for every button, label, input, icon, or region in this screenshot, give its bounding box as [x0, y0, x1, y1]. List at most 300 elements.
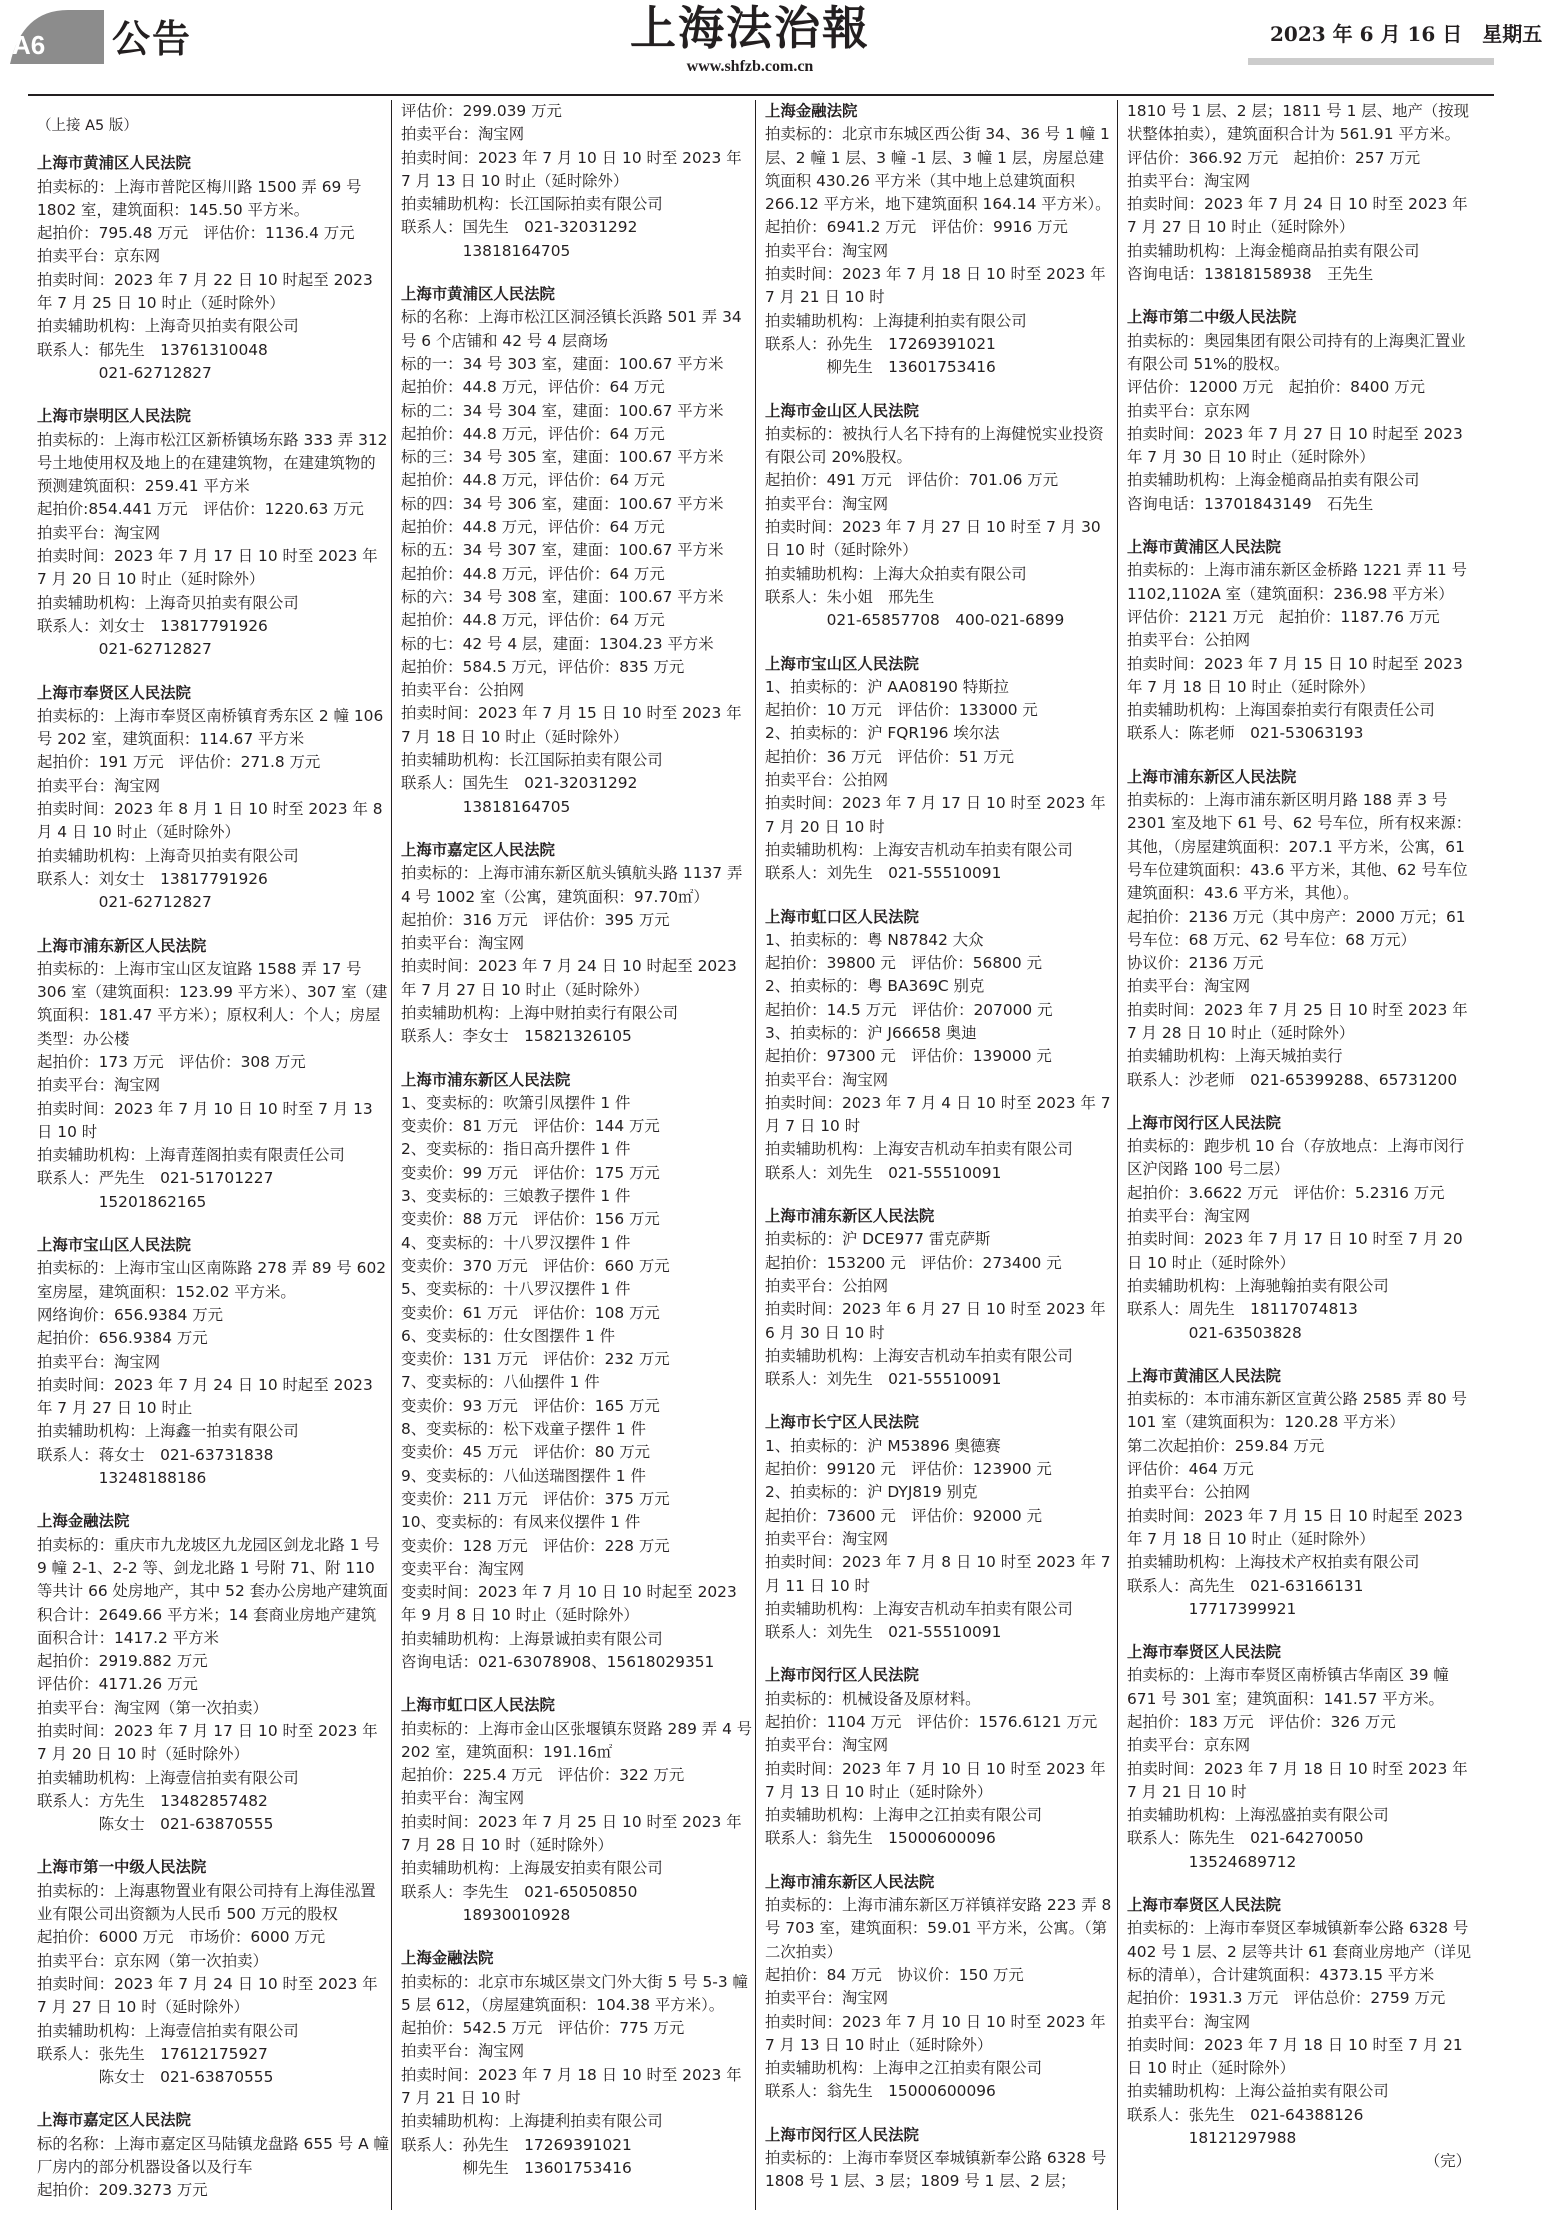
notice-line: 拍卖辅助机构：上海泓盛拍卖有限公司: [1127, 1806, 1389, 1825]
auction-notice: [765, 2124, 1117, 2194]
notice-line: 拍卖时间：2023 年 7 月 10 日 10 时至 2023 年 7 月 13 日 10 时止（延时除外）: [401, 148, 742, 190]
court-name: 上海市黄浦区人民法院: [401, 285, 555, 304]
notice-line: 拍卖标的：上海市宝山区友谊路 1588 弄 17 号 306 室（建筑面积：123.99 平方米）、307 室（建筑面积：181.47 平方米）；原权利人：个人；房屋类型：办公楼: [37, 959, 388, 1048]
notice-line: 起拍价：39800 元 评估价：56800 元: [765, 954, 1043, 973]
notice-line: 联系人：周先生 18117074813: [1127, 1300, 1358, 1319]
notice-line: 标的一：34 号 303 室，建面：100.67 平方米: [401, 354, 724, 373]
court-name: 上海市第二中级人民法院: [1127, 308, 1297, 327]
notice-line: 拍卖时间：2023 年 7 月 27 日 10 时至 7 月 30 日 10 时（延时除外）: [765, 518, 1101, 560]
court-name: 上海市虹口区人民法院: [765, 907, 919, 926]
notice-line: 021-63503828: [1127, 1323, 1302, 1342]
notice-line: 1、拍卖标的：沪 AA08190 特斯拉: [765, 677, 1009, 696]
notice-line: 起拍价:854.441 万元 评估价：1220.63 万元: [37, 500, 364, 519]
auction-notice: [401, 1694, 753, 1927]
notice-line: 起拍价：6941.2 万元 评估价：9916 万元: [765, 218, 1068, 237]
court-name: 上海市浦东新区人民法院: [765, 1207, 935, 1226]
auction-notice: [401, 100, 753, 263]
notice-line: 联系人：张先生 17612175927: [37, 2044, 268, 2063]
notice-line: 拍卖辅助机构：上海安吉机动车拍卖有限公司: [765, 1599, 1073, 1618]
notice-line: 变卖价：370 万元 评估价：660 万元: [401, 1256, 670, 1275]
auction-notice: [37, 2109, 389, 2202]
notice-line: 联系人：陈老师 021-53063193: [1127, 724, 1364, 743]
notice-line: 柳先生 13601753416: [401, 2158, 632, 2177]
notice-line: 拍卖时间：2023 年 7 月 17 日 10 时至 2023 年 7 月 20 日 10 时: [765, 794, 1106, 836]
notice-line: 拍卖辅助机构：上海安吉机动车拍卖有限公司: [765, 1346, 1073, 1365]
notice-line: 拍卖平台：淘宝网: [401, 1789, 525, 1808]
notice-line: 陈女士 021-63870555: [37, 1815, 274, 1834]
notice-line: 起拍价：6000 万元 市场价：6000 万元: [37, 1928, 326, 1947]
column-4: [1127, 100, 1479, 2194]
notice-line: 拍卖辅助机构：长江国际拍卖有限公司: [401, 751, 663, 770]
court-name: 上海市浦东新区人民法院: [401, 1070, 571, 1089]
notice-line: 拍卖标的：北京市东城区西公街 34、36 号 1 幢 1 层、2 幢 1 层、3 幢 -1 层、3 幢 1 层，房屋总建筑面积 430.26 平方米（其中地上总建筑面积 266.12 平方米，地下建筑面积 164.14 平方米）。: [765, 125, 1111, 214]
notice-line: 联系人：翁先生 15000600096: [765, 1829, 996, 1848]
notice-line: 18930010928: [401, 1905, 571, 1924]
notice-line: 联系人：翁先生 15000600096: [765, 2082, 996, 2101]
notice-line: 拍卖时间：2023 年 7 月 18 日 10 时至 7 月 21 日 10 时止（延时除外）: [1127, 2035, 1463, 2078]
notice-line: 13818164705: [401, 797, 571, 816]
notice-line: 拍卖平台：淘宝网: [401, 2042, 525, 2061]
notice-line: 13248188186: [37, 1469, 207, 1488]
court-name: 上海市金山区人民法院: [765, 401, 919, 420]
notice-line: 拍卖辅助机构：上海天城拍卖行: [1127, 1047, 1343, 1066]
auction-notice: [1127, 1894, 1479, 2174]
notice-line: 评估价：4171.26 万元: [37, 1675, 198, 1694]
auction-notice: [765, 1664, 1117, 1850]
notice-line: 联系人：郁先生 13761310048: [37, 340, 268, 359]
notice-line: 标的二：34 号 304 室，建面：100.67 平方米: [401, 401, 724, 420]
notice-line: 起拍价：44.8 万元，评估价：64 万元: [401, 471, 665, 490]
notice-line: 起拍价：153200 元 评估价：273400 元: [765, 1253, 1062, 1272]
notice-line: 联系人：高先生 021-63166131: [1127, 1576, 1364, 1595]
notice-line: 拍卖标的：上海市金山区张堰镇东贤路 289 弄 4 号 202 室，建筑面积：191.16㎡: [401, 1719, 753, 1761]
notice-line: 起拍价：491 万元 评估价：701.06 万元: [765, 471, 1059, 490]
notice-line: 拍卖时间：2023 年 7 月 17 日 10 时至 7 月 20 日 10 时止（延时除外）: [1127, 1230, 1463, 1272]
notice-line: 拍卖时间：2023 年 7 月 24 日 10 时至 2023 年 7 月 27 日 10 时（延时除外）: [37, 1974, 378, 2017]
court-name: 上海市嘉定区人民法院: [37, 2111, 191, 2130]
notice-line: 1、拍卖标的：粤 N87842 大众: [765, 930, 984, 949]
court-name: 上海金融法院: [765, 102, 858, 120]
notice-line: 拍卖辅助机构：上海青莲阁拍卖有限责任公司: [37, 1146, 345, 1165]
notice-line: 拍卖平台：京东网: [37, 247, 161, 266]
notice-line: 标的六：34 号 308 室，建面：100.67 平方米: [401, 587, 724, 606]
notice-line: 变卖价：211 万元 评估价：375 万元: [401, 1489, 670, 1508]
notice-line: 变卖价：88 万元 评估价：156 万元: [401, 1210, 660, 1229]
notice-line: 拍卖时间：2023 年 7 月 24 日 10 时起至 2023 年 7 月 27 日 10 时止（延时除外）: [401, 957, 737, 999]
notice-line: 起拍价：44.8 万元，评估价：64 万元: [401, 378, 665, 397]
column-divider: [755, 100, 756, 2210]
notice-line: 联系人：刘先生 021-55510091: [765, 1163, 1002, 1182]
notice-line: 柳先生 13601753416: [765, 358, 996, 377]
notice-line: 拍卖平台：淘宝网: [37, 523, 161, 542]
notice-line: 联系人：孙先生 17269391021: [765, 334, 996, 353]
notice-line: 15201862165: [37, 1192, 207, 1211]
notice-line: 9、变卖标的：八仙送瑞图摆件 1 件: [401, 1466, 646, 1485]
auction-notice: [765, 1205, 1117, 1391]
page-number: A6: [12, 30, 46, 60]
notice-line: 拍卖时间：2023 年 7 月 15 日 10 时至 2023 年 7 月 18 日 10 时止（延时除外）: [401, 704, 742, 746]
notice-line: 021-65857708 400-021-6899: [765, 611, 1065, 630]
notice-line: 拍卖辅助机构：上海鑫一拍卖有限公司: [37, 1422, 299, 1441]
notice-line: 拍卖时间：2023 年 6 月 27 日 10 时至 2023 年 6 月 30 日 10 时: [765, 1300, 1106, 1342]
notice-line: 起拍价：2136 万元（其中房产：2000 万元；61 号车位：68 万元、62 号车位：68 万元）: [1127, 907, 1466, 949]
notice-line: 联系人：朱小姐 邢先生: [765, 587, 935, 606]
notice-line: 拍卖标的：上海市奉贤区奉城镇新奉公路 6328 号 1808 号 1 层、3 层；1809 号 1 层、2 层；: [765, 2149, 1107, 2191]
notice-line: 拍卖辅助机构：上海国泰拍卖行有限责任公司: [1127, 701, 1435, 720]
auction-notice: [1127, 1365, 1479, 1621]
column-3: [765, 100, 1117, 2214]
notice-line: 5、变卖标的：十八罗汉摆件 1 件: [401, 1280, 631, 1299]
notice-line: 起拍价：656.9384 万元: [37, 1329, 208, 1348]
notice-line: 起拍价：36 万元 评估价：51 万元: [765, 747, 1015, 766]
notice-line: 拍卖辅助机构：上海大众拍卖有限公司: [765, 564, 1027, 583]
notice-line: 变卖价：131 万元 评估价：232 万元: [401, 1350, 670, 1369]
notice-line: 起拍价：1104 万元 评估价：1576.6121 万元: [765, 1713, 1098, 1731]
court-name: 上海市闵行区人民法院: [1127, 1113, 1281, 1132]
notice-line: 拍卖标的：上海市奉贤区南桥镇育秀东区 2 幢 106 号 202 室，建筑面积：114.67 平方米: [37, 706, 384, 749]
notice-line: 起拍价：99120 元 评估价：123900 元: [765, 1460, 1052, 1479]
notice-line: 拍卖辅助机构：上海奇贝拍卖有限公司: [37, 317, 299, 336]
notice-line: 起拍价：14.5 万元 评估价：207000 元: [765, 1000, 1053, 1019]
column-divider: [1117, 100, 1118, 2210]
notice-line: 拍卖辅助机构：上海晟安拍卖有限公司: [401, 1859, 663, 1878]
notice-line: 拍卖辅助机构：上海安吉机动车拍卖有限公司: [765, 1140, 1073, 1159]
notice-line: 拍卖标的：上海市奉贤区奉城镇新奉公路 6328 号 402 号 1 层、2 层等共计 61 套商业房地产（详见标的清单），合计建筑面积：4373.15 平方米: [1127, 1919, 1472, 1984]
court-name: 上海市第一中级人民法院: [37, 1858, 207, 1877]
notice-line: 起拍价：10 万元 评估价：133000 元: [765, 701, 1038, 720]
notice-line: 拍卖辅助机构：上海捷利拍卖有限公司: [765, 311, 1027, 330]
column-divider: [391, 100, 392, 2210]
notice-line: 拍卖时间：2023 年 7 月 10 日 10 时至 7 月 13 日 10 时: [37, 1099, 373, 1141]
notice-line: 咨询电话：021-63078908、15618029351: [401, 1653, 715, 1671]
notice-line: 拍卖时间：2023 年 7 月 10 日 10 时至 2023 年 7 月 13 日 10 时止（延时除外）: [765, 2012, 1106, 2054]
court-name: 上海市黄浦区人民法院: [1127, 1366, 1281, 1385]
notice-line: 拍卖辅助机构：长江国际拍卖有限公司: [401, 195, 663, 214]
court-name: 上海市嘉定区人民法院: [401, 840, 555, 859]
notice-line: 协议价：2136 万元: [1127, 954, 1264, 973]
notice-line: 拍卖平台：淘宝网: [765, 494, 889, 513]
court-name: 上海市奉贤区人民法院: [37, 683, 191, 702]
notice-line: 拍卖辅助机构：上海捷利拍卖有限公司: [401, 2112, 663, 2131]
column-2: [401, 100, 753, 2200]
notice-line: 联系人：刘先生 021-55510091: [765, 864, 1002, 883]
notice-line: 拍卖平台：淘宝网: [765, 241, 889, 260]
notice-line: 拍卖辅助机构：上海安吉机动车拍卖有限公司: [765, 840, 1073, 859]
notice-line: 021-62712827: [37, 363, 212, 382]
notice-line: 7、变卖标的：八仙摆件 1 件: [401, 1373, 600, 1392]
court-name: 上海市长宁区人民法院: [765, 1413, 919, 1432]
notice-line: 起拍价：183 万元 评估价：326 万元: [1127, 1713, 1396, 1731]
court-name: 上海市浦东新区人民法院: [765, 1872, 935, 1891]
auction-notice: [1127, 306, 1479, 516]
notice-line: 联系人：国先生 021-32031292: [401, 218, 638, 237]
notice-line: 拍卖辅助机构：上海申之江拍卖有限公司: [765, 2059, 1043, 2078]
notice-line: 拍卖时间：2023 年 7 月 18 日 10 时至 2023 年 7 月 21 日 10 时: [765, 265, 1106, 307]
auction-notice: [37, 935, 389, 1215]
auction-notice: [1127, 100, 1479, 286]
notice-line: 拍卖辅助机构：上海驰翰拍卖有限公司: [1127, 1276, 1389, 1295]
auction-notice: [765, 1411, 1117, 1644]
court-name: 上海市浦东新区人民法院: [1127, 767, 1297, 786]
notice-line: 拍卖平台：淘宝网: [37, 776, 161, 795]
notice-line: 拍卖平台：淘宝网: [1127, 171, 1251, 190]
notice-line: 拍卖时间：2023 年 7 月 10 日 10 时至 2023 年 7 月 13 日 10 时止（延时除外）: [765, 1759, 1106, 1801]
notice-line: 拍卖辅助机构：上海壹信拍卖有限公司: [37, 2021, 299, 2040]
court-name: 上海市闵行区人民法院: [765, 1666, 919, 1685]
notice-line: 起拍价：84 万元 协议价：150 万元: [765, 1965, 1024, 1984]
auction-notice: [401, 839, 753, 1049]
notice-line: 拍卖辅助机构：上海奇贝拍卖有限公司: [37, 593, 299, 612]
notice-line: 2、变卖标的：指日高升摆件 1 件: [401, 1140, 631, 1159]
notice-line: 起拍价：44.8 万元，评估价：64 万元: [401, 611, 665, 630]
notice-line: 拍卖标的：上海惠物置业有限公司持有上海佳泓置业有限公司出资额为人民币 500 万元的股权: [37, 1881, 376, 1924]
court-name: 上海市奉贤区人民法院: [1127, 1643, 1281, 1662]
notice-line: 评估价：464 万元: [1127, 1460, 1254, 1479]
notice-line: 联系人：刘女士 13817791926: [37, 616, 268, 635]
notice-line: 咨询电话：13818158938 王先生: [1127, 265, 1374, 284]
notice-line: 拍卖标的：沪 DCE977 雷克萨斯: [765, 1230, 991, 1249]
page-header: [0, 0, 1542, 90]
notice-line: 拍卖标的：北京市东城区崇文门外大街 5 号 5-3 幢 5 层 612，（房屋建筑面积：104.38 平方米）。: [401, 1972, 748, 2014]
notice-line: 变卖平台：淘宝网: [401, 1559, 525, 1578]
court-name: 上海市虹口区人民法院: [401, 1696, 555, 1715]
notice-line: 标的名称：上海市嘉定区马陆镇龙盘路 655 号 A 幢厂房内的部分机器设备以及行车: [37, 2134, 389, 2177]
notice-line: 变卖价：81 万元 评估价：144 万元: [401, 1117, 660, 1136]
notice-line: 拍卖辅助机构：上海金槌商品拍卖有限公司: [1127, 471, 1420, 490]
notice-line: 拍卖标的：跑步机 10 台（存放地点：上海市闵行区沪闵路 100 号二层）: [1127, 1137, 1465, 1179]
notice-line: 第二次起拍价：259.84 万元: [1127, 1436, 1325, 1455]
notice-line: 起拍价：191 万元 评估价：271.8 万元: [37, 753, 321, 772]
notice-line: 拍卖标的：上海市浦东新区金桥路 1221 弄 11 号 1102,1102A 室（建筑面积：236.98 平方米）: [1127, 561, 1467, 603]
notice-line: 拍卖时间：2023 年 7 月 4 日 10 时至 2023 年 7 月 7 日 10 时: [765, 1093, 1111, 1136]
notice-line: 起拍价：97300 元 评估价：139000 元: [765, 1047, 1052, 1066]
auction-notice: [37, 682, 389, 915]
auction-notice: [765, 1871, 1117, 2104]
notice-line: 拍卖标的：上海市松江区新桥镇场东路 333 弄 312 号土地使用权及地上的在建建筑物，在建建筑物的预测建筑面积：259.41 平方米: [37, 430, 388, 496]
notice-line: 变卖价：99 万元 评估价：175 万元: [401, 1163, 660, 1182]
notice-line: 拍卖时间：2023 年 7 月 25 日 10 时至 2023 年 7 月 28 日 10 时止（延时除外）: [1127, 1000, 1468, 1042]
notice-line: 拍卖时间：2023 年 7 月 17 日 10 时至 2023 年 7 月 20 日 10 时（延时除外）: [37, 1722, 378, 1764]
notice-line: 联系人：沙老师 021-65399288、65731200: [1127, 1070, 1458, 1089]
notice-line: 拍卖平台：淘宝网: [765, 1989, 889, 2008]
notice-line: 评估价：2121 万元 起拍价：1187.76 万元: [1127, 607, 1440, 626]
notice-line: 联系人：李先生 021-65050850: [401, 1882, 638, 1901]
auction-notice: [37, 405, 389, 661]
auction-notice: [37, 1234, 389, 1490]
auction-notice: [765, 100, 1117, 380]
notice-line: 拍卖平台：淘宝网: [1127, 977, 1251, 996]
notice-line: 联系人：刘女士 13817791926: [37, 869, 268, 888]
notice-line: 起拍价：584.5 万元，评估价：835 万元: [401, 657, 685, 676]
notice-line: 联系人：刘先生 021-55510091: [765, 1370, 1002, 1389]
auction-notice: [1127, 536, 1479, 746]
court-name: 上海市崇明区人民法院: [37, 407, 191, 426]
auction-notice: [401, 283, 753, 819]
notice-line: 拍卖平台：公拍网: [1127, 1483, 1251, 1502]
notice-line: 拍卖时间：2023 年 7 月 8 日 10 时至 2023 年 7 月 11 日 10 时: [765, 1553, 1111, 1595]
notice-line: 拍卖标的：机械设备及原材料。: [765, 1689, 981, 1708]
notice-line: 评估价：366.92 万元 起拍价：257 万元: [1127, 148, 1421, 167]
court-name: 上海金融法院: [401, 1949, 494, 1968]
notice-line: 起拍价：44.8 万元，评估价：64 万元: [401, 564, 665, 583]
notice-line: 联系人：蒋女士 021-63731838: [37, 1445, 274, 1464]
auction-notice: [765, 653, 1117, 886]
notice-line: 联系人：方先生 13482857482: [37, 1791, 268, 1810]
notice-line: 拍卖辅助机构：上海公益拍卖有限公司: [1127, 2082, 1389, 2101]
notice-line: 起拍价：44.8 万元，评估价：64 万元: [401, 424, 665, 443]
notice-line: 拍卖平台：淘宝网: [1127, 1207, 1251, 1226]
website-url: www.shfzb.com.cn: [686, 58, 814, 75]
court-name: 上海市宝山区人民法院: [765, 654, 919, 673]
notice-line: 变卖价：45 万元 评估价：80 万元: [401, 1443, 651, 1462]
notice-line: 起拍价：1931.3 万元 评估总价：2759 万元: [1127, 1989, 1446, 2008]
court-name: 上海市黄浦区人民法院: [1127, 538, 1281, 557]
notice-line: 拍卖时间：2023 年 7 月 25 日 10 时至 2023 年 7 月 28 日 10 时（延时除外）: [401, 1812, 742, 1855]
auction-notice: [401, 1947, 753, 2180]
notice-line: 拍卖时间：2023 年 7 月 24 日 10 时起至 2023 年 7 月 27 日 10 时止: [37, 1375, 373, 1418]
notice-line: 拍卖平台：淘宝网（第一次拍卖）: [37, 1698, 268, 1717]
notice-line: 起拍价：173 万元 评估价：308 万元: [37, 1052, 306, 1071]
notice-line: 拍卖平台：淘宝网: [1127, 2012, 1251, 2031]
notice-line: 021-62712827: [37, 893, 212, 912]
notice-line: 变卖价：93 万元 评估价：165 万元: [401, 1396, 660, 1415]
notice-line: 拍卖平台：淘宝网: [37, 1076, 161, 1095]
notice-line: 8、变卖标的：松下戏童子摆件 1 件: [401, 1420, 646, 1439]
notice-line: 联系人：孙先生 17269391021: [401, 2135, 632, 2154]
court-name: 上海市黄浦区人民法院: [37, 154, 191, 173]
notice-line: 标的四：34 号 306 室，建面：100.67 平方米: [401, 494, 724, 513]
notice-line: 拍卖平台：淘宝网: [765, 1736, 889, 1755]
column-1: [37, 100, 389, 2223]
notice-line: 变卖价：128 万元 评估价：228 万元: [401, 1536, 670, 1555]
header-rule: [1248, 58, 1494, 65]
end-note: （完）: [1424, 2152, 1471, 2171]
notice-line: 2、拍卖标的：沪 DYJ819 别克: [765, 1483, 978, 1502]
auction-notice: [37, 1510, 389, 1836]
newspaper-masthead: 上海法治報: [630, 1, 870, 55]
notice-line: 标的三：34 号 305 室，建面：100.67 平方米: [401, 448, 724, 467]
notice-line: 咨询电话：13701843149 石先生: [1127, 494, 1374, 513]
continued-note: （上接 A5 版）: [37, 117, 138, 134]
auction-notice: [1127, 1112, 1479, 1345]
notice-line: 6、变卖标的：仕女图摆件 1 件: [401, 1326, 616, 1345]
notice-line: 拍卖时间：2023 年 7 月 22 日 10 时起至 2023 年 7 月 25 日 10 时止（延时除外）: [37, 270, 373, 313]
auction-notice: [1127, 766, 1479, 1092]
court-name: 上海金融法院: [37, 1512, 130, 1531]
notice-line: 拍卖平台：京东网: [1127, 401, 1251, 420]
notice-line: 拍卖标的：本市浦东新区宣黄公路 2585 弄 80 号 101 室（建筑面积为：120.28 平方米）: [1127, 1390, 1467, 1432]
notice-line: 拍卖辅助机构：上海奇贝拍卖有限公司: [37, 846, 299, 865]
notice-line: 拍卖平台：公拍网: [401, 681, 525, 700]
notice-line: 拍卖时间：2023 年 7 月 17 日 10 时至 2023 年 7 月 20 日 10 时止（延时除外）: [37, 547, 378, 589]
notice-line: 拍卖辅助机构：上海壹信拍卖有限公司: [37, 1768, 299, 1787]
notice-line: 起拍价：542.5 万元 评估价：775 万元: [401, 2019, 685, 2038]
notice-line: 拍卖标的：上海市宝山区南陈路 278 弄 89 号 602 室房屋，建筑面积：152.02 平方米。: [37, 1259, 387, 1301]
notice-line: 联系人：刘先生 021-55510091: [765, 1623, 1002, 1642]
notice-line: 拍卖时间：2023 年 7 月 18 日 10 时至 2023 年 7 月 21 日 10 时: [401, 2065, 742, 2108]
notice-line: 拍卖平台：淘宝网: [401, 125, 525, 144]
notice-line: 拍卖时间：2023 年 8 月 1 日 10 时至 2023 年 8 月 4 日 10 时止（延时除外）: [37, 800, 383, 842]
notice-line: 变卖价：61 万元 评估价：108 万元: [401, 1303, 660, 1322]
notice-line: 拍卖辅助机构：上海申之江拍卖有限公司: [765, 1806, 1043, 1825]
notice-line: 拍卖时间：2023 年 7 月 15 日 10 时起至 2023 年 7 月 18 日 10 时止（延时除外）: [1127, 1506, 1463, 1548]
court-name: 上海市宝山区人民法院: [37, 1236, 191, 1255]
notice-line: 拍卖平台：淘宝网: [765, 1529, 889, 1548]
notice-line: 联系人：陈先生 021-64270050: [1127, 1829, 1364, 1848]
notice-line: 拍卖平台：京东网: [1127, 1736, 1251, 1755]
court-name: 上海市浦东新区人民法院: [37, 936, 207, 955]
notice-line: 17717399921: [1127, 1599, 1297, 1618]
notice-line: 18121297988: [1127, 2129, 1297, 2148]
auction-notice: [37, 1856, 389, 2089]
notice-line: 评估价：299.039 万元: [401, 102, 562, 120]
notice-line: 联系人：国先生 021-32031292: [401, 774, 638, 793]
notice-line: 起拍价：225.4 万元 评估价：322 万元: [401, 1766, 685, 1785]
court-name: 上海市闵行区人民法院: [765, 2125, 919, 2144]
notice-line: 网络询价：656.9384 万元: [37, 1305, 224, 1324]
notice-line: 标的五：34 号 307 室，建面：100.67 平方米: [401, 541, 724, 560]
notice-line: 4、变卖标的：十八罗汉摆件 1 件: [401, 1233, 631, 1252]
notice-line: 标的名称：上海市松江区洞泾镇长浜路 501 弄 34 号 6 个店铺和 42 号 4 层商场: [401, 308, 742, 350]
notice-line: 2、拍卖标的：沪 FQR196 埃尔法: [765, 724, 1000, 743]
notice-line: 拍卖标的：上海市浦东新区明月路 188 弄 3 号 2301 室及地下 61 号、62 号车位，所有权来源：其他，（房屋建筑面积：207.1 平方米，公寓，61 号车位建筑面积：43.6 平方米，其他、62 号车位建筑面积：43.6 平方米，其他）。: [1127, 791, 1472, 903]
issue-date: 2023 年 6 月 16 日 星期五: [1270, 22, 1542, 46]
notice-line: 拍卖标的：被执行人名下持有的上海健悦实业投资有限公司 20%股权。: [765, 424, 1104, 467]
notice-line: 拍卖标的：奥园集团有限公司持有的上海奥汇置业有限公司 51%的股权。: [1127, 331, 1466, 373]
notice-line: 1、变卖标的：吹箫引凤摆件 1 件: [401, 1093, 631, 1112]
notice-line: 拍卖标的：上海市奉贤区南桥镇古华南区 39 幢 671 号 301 室；建筑面积：141.57 平方米。: [1127, 1666, 1449, 1708]
notice-line: 联系人：严先生 021-51701227: [37, 1169, 274, 1188]
notice-line: 拍卖时间：2023 年 7 月 15 日 10 时起至 2023 年 7 月 18 日 10 时止（延时除外）: [1127, 654, 1463, 696]
court-name: 上海市奉贤区人民法院: [1127, 1896, 1281, 1915]
notice-line: 联系人：李女士 15821326105: [401, 1027, 632, 1046]
notice-line: 拍卖标的：重庆市九龙坡区九龙园区剑龙北路 1 号 9 幢 2-1、2-2 等、剑龙北路 1 号附 71、附 110 等共计 66 处房地产，其中 52 套办公房地产建筑面积合计：2649.66 平方米；14 套商业房地产建筑面积合计：1417.2 平方米: [37, 1535, 389, 1647]
notice-line: 拍卖平台：公拍网: [765, 771, 889, 790]
notice-line: 3、变卖标的：三娘教子摆件 1 件: [401, 1187, 631, 1206]
auction-notice: [1127, 1641, 1479, 1874]
notice-line: 起拍价：795.48 万元 评估价：1136.4 万元: [37, 224, 355, 243]
notice-line: 拍卖时间：2023 年 7 月 27 日 10 时起至 2023 年 7 月 30 日 10 时止（延时除外）: [1127, 424, 1463, 467]
auction-notice: [765, 906, 1117, 1186]
notice-line: 拍卖辅助机构：上海金槌商品拍卖有限公司: [1127, 241, 1420, 260]
notice-line: 拍卖平台：淘宝网: [765, 1070, 889, 1089]
notice-line: 13818164705: [401, 241, 571, 260]
section-title: 公告: [112, 16, 193, 61]
notice-line: 拍卖平台：淘宝网: [401, 934, 525, 953]
notice-line: 拍卖标的：上海市普陀区梅川路 1500 弄 69 号 1802 室，建筑面积：145.50 平方米。: [37, 177, 362, 219]
notice-line: 3、拍卖标的：沪 J66658 奥迪: [765, 1023, 977, 1042]
notice-line: 2、拍卖标的：粤 BA369C 别克: [765, 977, 985, 996]
notice-line: 拍卖平台：淘宝网: [37, 1352, 161, 1371]
notice-line: 拍卖标的：上海市浦东新区万祥镇祥安路 223 弄 8 号 703 室，建筑面积：59.01 平方米，公寓。（第二次拍卖）: [765, 1896, 1112, 1961]
notice-line: 拍卖平台：公拍网: [1127, 631, 1251, 650]
notice-line: 1810 号 1 层、2 层；1811 号 1 层、地产（按现状整体拍卖），建筑面积合计为 561.91 平方米。: [1127, 102, 1470, 144]
notice-line: 拍卖时间：2023 年 7 月 24 日 10 时至 2023 年 7 月 27 日 10 时止（延时除外）: [1127, 195, 1468, 237]
notice-line: 变卖时间：2023 年 7 月 10 日 10 时起至 2023 年 9 月 8 日 10 时止（延时除外）: [401, 1583, 737, 1625]
notice-line: 陈女士 021-63870555: [37, 2068, 274, 2087]
notice-line: 起拍价：44.8 万元，评估价：64 万元: [401, 518, 665, 537]
notice-line: 拍卖标的：上海市浦东新区航头镇航头路 1137 弄 4 号 1002 室（公寓，建筑面积：97.70㎡）: [401, 864, 743, 906]
notice-line: 1、拍卖标的：沪 M53896 奥德赛: [765, 1436, 1001, 1455]
notice-line: 起拍价：316 万元 评估价：395 万元: [401, 910, 670, 929]
notice-line: 标的七：42 号 4 层，建面：1304.23 平方米: [401, 634, 714, 653]
notice-line: 拍卖辅助机构：上海中财拍卖行有限公司: [401, 1003, 679, 1022]
notice-line: 起拍价：2919.882 万元: [37, 1652, 208, 1671]
notice-line: 拍卖辅助机构：上海景诚拍卖有限公司: [401, 1629, 663, 1648]
notice-line: 10、变卖标的：有凤来仪摆件 1 件: [401, 1513, 641, 1532]
auction-notice: [401, 1069, 753, 1675]
auction-notice: [37, 152, 389, 385]
